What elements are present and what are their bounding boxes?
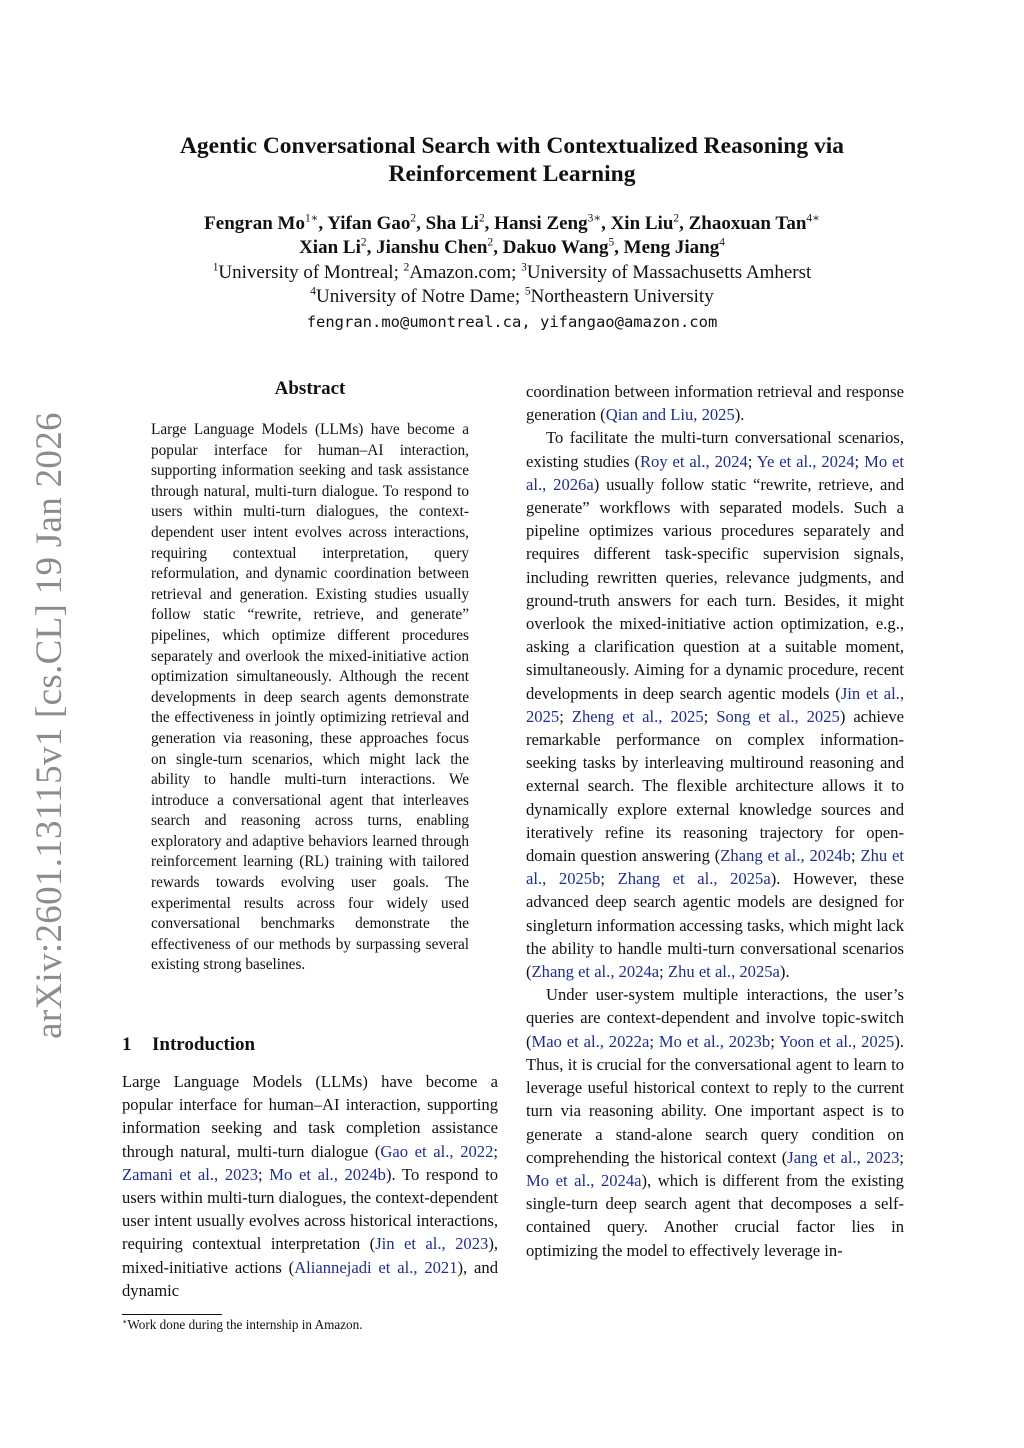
citation-link[interactable]: Zhang et al., 2025a	[617, 869, 771, 889]
section-number: 1	[122, 1034, 132, 1055]
footnote	[122, 1316, 498, 1334]
author: Meng Jiang$^4$	[623, 236, 725, 258]
author: Jianshu Chen$^2$	[376, 236, 494, 258]
citation-link[interactable]: Zhang et al., 2024b	[720, 846, 851, 866]
citation-link[interactable]: Zhang et al., 2024a	[531, 962, 660, 982]
author: Xian Li$^2$	[299, 236, 367, 258]
citation-link[interactable]: Mao et al., 2022a	[531, 1031, 650, 1051]
citation-link[interactable]: Qian and Liu, 2025	[605, 405, 735, 425]
citation-link[interactable]: Jang et al., 2023	[787, 1147, 900, 1167]
author-list: Fengran $Mo^{1∗}$, Yifan Gao$^2$, Sha Li$^2$, Hansi Zeng$^{3∗}$, Xin Liu$^2$, Zhaoxuan Tan$^{4∗}$ Xian Li$^2$, Jianshu Chen$^2$, Dakuo Wang$^5$, Meng Jiang$^4$	[204, 212, 820, 258]
citation-link[interactable]: Gao et al., 2022	[380, 1141, 494, 1161]
citation-link[interactable]: Zhu et al., 2025b	[526, 846, 904, 889]
paragraph: coordination between information retrieval and response generation (Qian and Liu, 2025).	[526, 382, 904, 425]
citation-link[interactable]: Song et al., 2025	[716, 706, 840, 726]
footnote-mark: ∗	[122, 1316, 128, 1326]
author: Fengran $Mo^{1∗}$	[204, 212, 319, 234]
arxiv-identifier-text: arXiv:2601.13115v1 [cs.CL] 19 Jan 2026	[28, 411, 70, 1039]
citation-link[interactable]: Roy et al., 2024	[639, 451, 748, 471]
author: Dakuo Wang$^5$	[502, 236, 615, 258]
affiliation: $^3$University of Massachusetts Amherst	[521, 261, 812, 283]
affiliation: $^1$University of Montreal;	[212, 261, 399, 283]
citation-link[interactable]: Mo et al., 2026a	[526, 451, 904, 494]
citation-link[interactable]: Ye et al., 2024	[756, 451, 855, 471]
affiliation: $^2$Amazon.com;	[403, 261, 517, 283]
abstract-heading: Abstract	[274, 378, 346, 399]
citation-link[interactable]: Zamani et al., 2023	[122, 1164, 259, 1184]
citation-link[interactable]: Aliannejadi et al., 2021	[294, 1257, 458, 1277]
affiliation: $^5$Northeastern University	[524, 285, 714, 307]
citation-link[interactable]: Mo et al., 2023b	[658, 1031, 771, 1051]
right-column-text	[526, 380, 904, 1262]
title-line-2: Reinforcement Learning	[388, 161, 636, 187]
paragraph: Under user-system multiple interactions, the user’s queries are context-dependent and involve topic-switch (Mao et al., 2022a; Mo et al., 2023b; Yoon et al., 2025). Thus, it is crucial for the conversational agent to learn to leverage useful historical context to reply to the current turn via reasoning ability. One important aspect is to generate a stand-alone search query condition on comprehending the historical context (Jang et al., 2023; Mo et al., 2024a), which is different from the existing single-turn deep search agent that decomposes a self-contained query. Another crucial factor lies in optimizing the model to effectively leverage in-	[526, 985, 904, 1260]
author: Sha Li$^2$	[425, 212, 485, 234]
citation-link[interactable]: Jin et al., 2023	[375, 1234, 489, 1254]
citation-link[interactable]: Jin et al., 2025	[526, 683, 904, 726]
arxiv-identifier	[24, 411, 74, 1039]
citation-link[interactable]: Zhu et al., 2025a	[667, 962, 780, 982]
affiliation: $^4$University of Notre Dame;	[310, 285, 521, 307]
title-line-1: Agentic Conversational Search with Contextualized Reasoning via	[179, 133, 845, 159]
section-heading-introduction	[122, 1034, 498, 1056]
footnote-text: Work done during the internship in Amazon.	[127, 1317, 363, 1332]
affiliations	[0, 261, 1024, 309]
citation-link[interactable]: Yoon et al., 2025	[779, 1031, 895, 1051]
author: Hansi Zeng$^{3∗}$	[494, 212, 602, 234]
paper-title	[0, 132, 1024, 188]
author: Zhaoxuan Tan$^{4∗}$	[688, 212, 820, 234]
introduction-paragraph: Large Language Models (LLMs) have become a popular interface for human–AI interaction, supporting information seeking and task completion assistance through natural, multi-turn dialogue (Gao et al., 2022; Zamani et al., 2023; Mo et al., 2024b). To respond to users within multi-turn dialogues, the context-dependent user intent usually evolves across historical interactions, requiring contextual interpretation (Jin et al., 2023), mixed-initiative actions (Aliannejadi et al., 2021), and dynamic	[122, 1072, 499, 1300]
citation-link[interactable]: Mo et al., 2024a	[526, 1170, 642, 1190]
citation-link[interactable]: Mo et al., 2024b	[269, 1164, 386, 1184]
footnote-divider	[122, 1314, 222, 1315]
citation-link[interactable]: Zheng et al., 2025	[571, 706, 704, 726]
author: Yifan Gao$^2$	[327, 212, 417, 234]
abstract-body: Large Language Models (LLMs) have become a popular interface for human–AI interaction, supporting information seeking and task assistance through natural, multi-turn dialogue. To respond to users within multi-turn dialogues, the context-dependent user intent evolves across interactions, requiring contextual interpretation, query reformulation, and dynamic coordination between retrieval and generation. Existing studies usually follow static “rewrite, retrieve, and generate” pipelines, which optimize different procedures separately and overlook the mixed-initiative action optimization simultaneously. Although the recent developments in deep search agents demonstrate the effectiveness in jointly optimizing retrieval and generation via reasoning, these approaches focus on single-turn scenarios, which might lack the ability to handle multi-turn interactions. We introduce a conversational agent that interleaves search and reasoning across turns, enabling exploratory and adaptive behaviors learned through reinforcement learning (RL) training with tailored rewards towards evolving user goals. The experimental results across four widely used conversational benchmarks demonstrate the effectiveness of our methods by surpassing several existing strong baselines.	[151, 421, 469, 974]
paragraph: To facilitate the multi-turn conversational scenarios, existing studies (Roy et al., 2024; Ye et al., 2024; Mo et al., 2026a) usually follow static “rewrite, retrieve, and generate” workflows with separated models. Such a pipeline optimizes various procedures separately and requires different task-specific supervision signals, including rewritten queries, relevance judgments, and ground-truth answers for each turn. Besides, it might overlook the mixed-initiative action optimization, e.g., asking a clarification question at a suitable moment, simultaneously. Aiming for a dynamic procedure, recent developments in deep search agentic models (Jin et al., 2025; Zheng et al., 2025; Song et al., 2025) achieve remarkable performance on complex information-seeking tasks by interleaving multiround reasoning and external search. The flexible architecture allows it to dynamically explore external knowledge sources and iteratively refine its reasoning trajectory for open-domain question answering (Zhang et al., 2024b; Zhu et al., 2025b; Zhang et al., 2025a). However, these advanced deep search agentic models are designed for singleturn information accessing tasks, which might lack the ability to handle multi-turn conversational scenarios (Zhang et al., 2024a; Zhu et al., 2025a).	[526, 428, 905, 982]
section-title: Introduction	[152, 1034, 256, 1055]
author-emails: fengran.mo@umontreal.ca, yifangao@amazon.com	[306, 313, 718, 331]
author: Xin Liu$^2$	[610, 212, 680, 234]
